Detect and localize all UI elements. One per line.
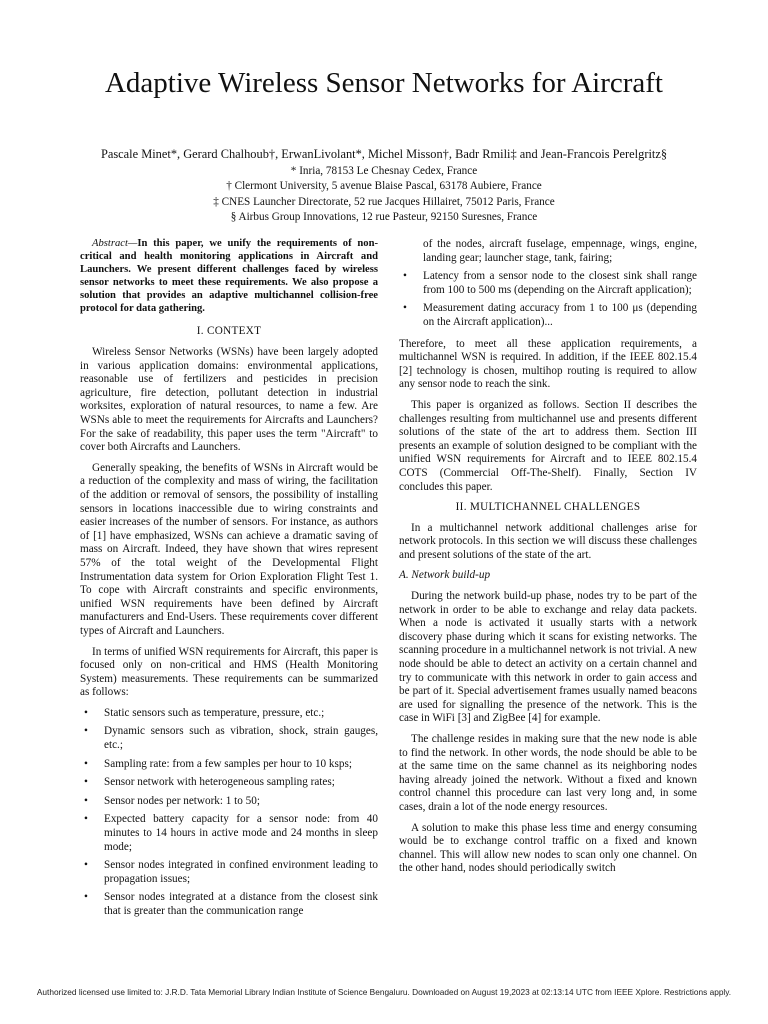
bullet-icon: • <box>84 706 88 719</box>
bullet-icon: • <box>84 725 88 738</box>
paragraph: This paper is organized as follows. Section II describes the challenges resulting from multichannel use and presents different solutions of the state of the art to address them. Section III presents an example of solution designed to be compliant with the unified WSN requirements for Aircraft and to IEEE 802.15.4 COTS (Commercial Off-The-Shelf). Finally, Section IV concludes this paper. <box>399 398 697 493</box>
abstract <box>80 238 378 315</box>
affiliation-airbus: § Airbus Group Innovations, 12 rue Pasteur, 92150 Suresnes, France <box>230 211 538 224</box>
abstract-text: In this paper, we unify the requirements of non-critical and health monitoring applications in Aircraft and Launchers. We present different challenges faced by wireless sensor networks to meet these requirements. We also propose a solution that provides an adaptive multichannel collision-free protocol for data gathering. <box>80 238 378 314</box>
bullet-icon: • <box>403 302 407 315</box>
bullet-icon: • <box>84 776 88 789</box>
paragraph: During the network build-up phase, nodes try to be part of the network in order to be able to exchange and relay data packets. When a node is activated it usually starts with a network discovery phase during which it scans for existing networks. The scanning procedure in a multichannel network is not trivial. A new node should be able to detect an activity on a certain channel and try to communicate with this network in order to gain access and be part of it. Special advertisement frames usually named beacons are used for signalling the presence of the network. This is the case in WiFi [3] and ZigBee [4] for example. <box>399 590 697 725</box>
list-item: • Sampling rate: from a few samples per hour to 10 ksps; <box>84 757 352 770</box>
list-item: • Sensor nodes integrated in confined environment leading to propagation issues; <box>84 859 378 885</box>
bullet-icon: • <box>84 891 88 904</box>
list-item-continuation: of the nodes, aircraft fuselage, empennage, wings, engine, landing gear; launcher stage, tank, fairing; <box>423 238 697 264</box>
bullet-icon: • <box>84 794 88 807</box>
bullet-icon: • <box>84 813 88 826</box>
affiliation-inria: * Inria, 78153 Le Chesnay Cedex, France <box>290 165 478 177</box>
right-column <box>399 238 697 883</box>
affiliation-clermont: † Clermont University, 5 avenue Blaise Pascal, 63178 Aubiere, France <box>226 180 542 193</box>
requirements-list <box>80 707 378 919</box>
section-heading-multichannel: II. MULTICHANNEL CHALLENGES <box>455 501 641 514</box>
paragraph: The challenge resides in making sure that the new node is able to find the network. In other words, the node should be able to be at the same time on the same channel as its neighboring nodes having already joined the network. Without a fixed and known control channel this procedure can last very long and, in some cases, drain a lot of the node energy resources. <box>399 733 697 813</box>
paragraph: A solution to make this phase less time and energy consuming would be to exchange control traffic on a fixed and known channel. This will allow new nodes to scan only one channel. On the other hand, nodes should periodically switch <box>399 821 697 875</box>
list-item: • Dynamic sensors such as vibration, shock, strain gauges, etc.; <box>84 725 378 752</box>
author-list: Pascale Minet*, Gerard Chalhoub†, ErwanLivolant*, Michel Misson†, Badr Rmili‡ and Jean-Francois Perelgritz§ <box>100 147 668 161</box>
section-heading-context: I. CONTEXT <box>196 325 262 338</box>
affiliation-cnes: ‡ CNES Launcher Directorate, 52 rue Jacques Hillairet, 75012 Paris, France <box>213 195 555 208</box>
left-column <box>80 238 378 927</box>
paragraph: Wireless Sensor Networks (WSNs) have been largely adopted in various application domains: environmental applications, reasonable use of fertilizers and pesticides in precision agriculture, fire detection, pollutant detection in industrial worksites, exploration of natural resources, to name a few. Are WSNs able to meet the requirements for Aircrafts and Launchers? For the sake of readability, this paper uses the term "Aircraft" to cover both Aircrafts and Launchers. <box>80 346 378 454</box>
list-item: • Expected battery capacity for a sensor node: from 40 minutes to 14 hours in active mode and 24 months in sleep mode; <box>84 813 378 853</box>
list-item: • Latency from a sensor node to the closest sink shall range from 100 to 500 ms (depending on the Aircraft application); <box>403 270 697 296</box>
requirements-list-continued <box>399 238 697 330</box>
bullet-icon: • <box>84 757 88 770</box>
bullet-icon: • <box>84 859 88 872</box>
paragraph: In a multichannel network additional challenges arise for network protocols. In this section we will discuss these challenges and present solutions of the state of the art. <box>399 521 697 561</box>
list-item: • Measurement dating accuracy from 1 to 100 μs (depending on the Aircraft application)... <box>403 302 697 328</box>
bullet-icon: • <box>403 270 407 283</box>
paper-title: Adaptive Wireless Sensor Networks for Aircraft <box>104 67 663 99</box>
list-item: • Sensor network with heterogeneous sampling rates; <box>84 776 335 789</box>
list-item: • Static sensors such as temperature, pressure, etc.; <box>84 706 325 719</box>
paragraph: Therefore, to meet all these application requirements, a multichannel WSN is required. In addition, if the IEEE 802.15.4 [2] technology is chosen, multihop routing is required to allow any sensor node to reach the sink. <box>399 337 697 391</box>
affiliations <box>0 164 768 226</box>
list-item: • Sensor nodes integrated at a distance from the closest sink that is greater than the communication range <box>84 891 378 917</box>
list-item: • Sensor nodes per network: 1 to 50; <box>84 794 260 807</box>
paragraph: In terms of unified WSN requirements for Aircraft, this paper is focused only on non-critical and HMS (Health Monitoring System) measurements. These requirements can be summarized as follows: <box>80 645 378 699</box>
paragraph: Generally speaking, the benefits of WSNs in Aircraft would be a reduction of the complexity and mass of wiring, the facilitation of the addition or removal of sensors, the possibility of installing sensors in locations inaccessible due to wiring constraints and easier increases of the number of sensors. For instance, as authors of [1] have emphasized, WSNs can achieve a dramatic saving of mass on Aircraft. Indeed, they have shown that wires represent 57% of the total weight of the Developmental Flight Instrumentation data system for Orion Exploration Flight Test 1. To cope with Aircraft constraints and specific environments, unified WSN requirements have been defined by Aircraft manufacturers and End-Users. These requirements cover different types of Aircraft and Launchers. <box>80 461 378 637</box>
license-footer: Authorized licensed use limited to: J.R.D. Tata Memorial Library Indian Institute of Science Bengaluru. Downloaded on August 19,2023 at 02:13:14 UTC from IEEE Xplore. Restrictions apply. <box>36 987 732 997</box>
subsection-heading-network-buildup: A. Network build-up <box>399 569 491 582</box>
abstract-label: Abstract— <box>92 238 138 249</box>
